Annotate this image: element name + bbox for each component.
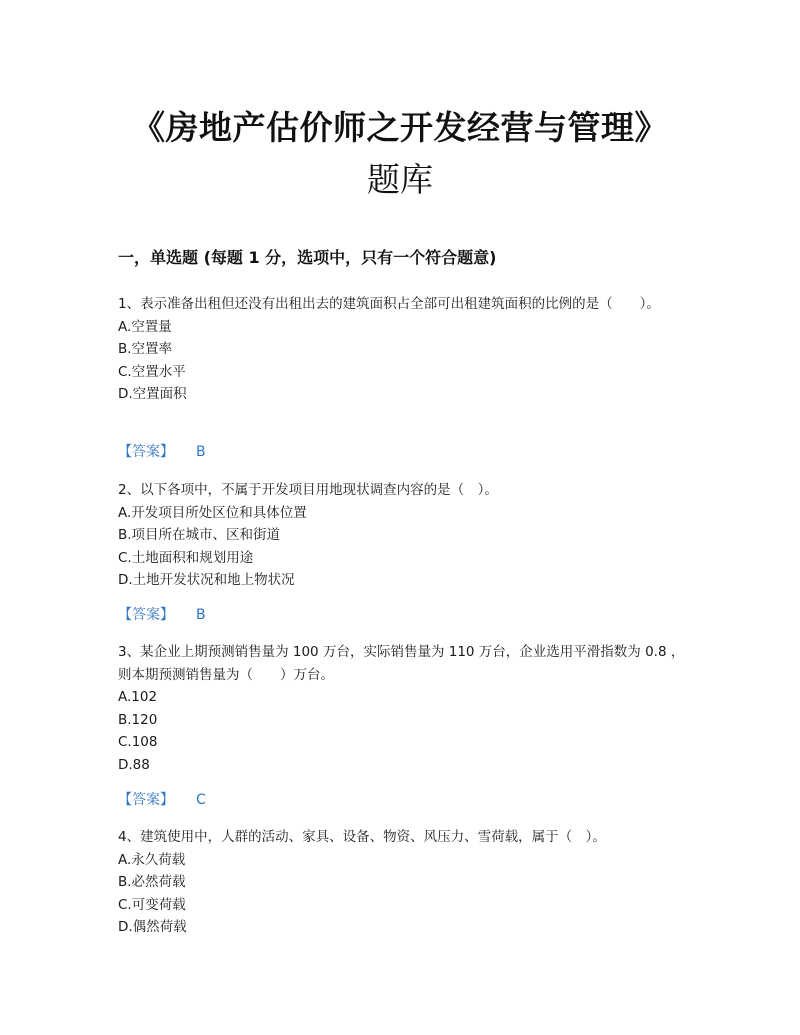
- answer-value: C: [196, 792, 206, 808]
- answer-3: [118, 790, 206, 810]
- option-c: C.土地面积和规划用途: [118, 549, 254, 566]
- answer-label: 【答案】: [118, 792, 174, 808]
- answer-value: B: [196, 607, 206, 623]
- question-2: [118, 479, 688, 592]
- question-4: [118, 826, 688, 939]
- answer-2: [118, 605, 206, 625]
- question-stem: 1、表示准备出租但还没有出租出去的建筑面积占全部可出租建筑面积的比例的是（ ）。: [118, 296, 660, 312]
- option-c: C.108: [118, 734, 158, 750]
- answer-1: [118, 442, 206, 462]
- document-title: 《房地产估价师之开发经营与管理》: [132, 108, 668, 147]
- question-stem: 2、以下各项中，不属于开发项目用地现状调查内容的是（ ）。: [118, 482, 498, 498]
- option-d: D.88: [118, 756, 150, 773]
- option-c: C.可变荷载: [118, 896, 186, 913]
- option-a: A.102: [118, 689, 158, 705]
- question-1: [118, 293, 688, 406]
- question-3: [118, 641, 688, 776]
- question-stem: 3、某企业上期预测销售量为 100 万台，实际销售量为 110 万台，企业选用平滑指数为 0.8 ，则本期预测销售量为（ ）万台。: [118, 644, 685, 683]
- option-a: A.开发项目所处区位和具体位置: [118, 504, 307, 521]
- answer-label: 【答案】: [118, 607, 174, 623]
- document-subtitle: 题库: [367, 160, 433, 199]
- option-a: A.永久荷载: [118, 851, 186, 868]
- option-d: D.土地开发状况和地上物状况: [118, 572, 295, 588]
- answer-value: B: [196, 444, 206, 460]
- answer-label: 【答案】: [118, 444, 174, 460]
- option-c: C.空置水平: [118, 363, 186, 380]
- section-heading: 一，单选题 (每题 1 分，选项中，只有一个符合题意): [118, 248, 497, 267]
- option-d: D.偶然荷载: [118, 919, 187, 935]
- option-d: D.空置面积: [118, 386, 187, 402]
- option-b: B.空置率: [118, 341, 173, 357]
- option-a: A.空置量: [118, 318, 172, 335]
- option-b: B.必然荷载: [118, 874, 186, 890]
- option-b: B.120: [118, 711, 158, 728]
- question-stem: 4、建筑使用中，人群的活动、家具、设备、物资、风压力、雪荷载，属于（ ）。: [118, 829, 606, 845]
- option-b: B.项目所在城市、区和街道: [118, 527, 281, 543]
